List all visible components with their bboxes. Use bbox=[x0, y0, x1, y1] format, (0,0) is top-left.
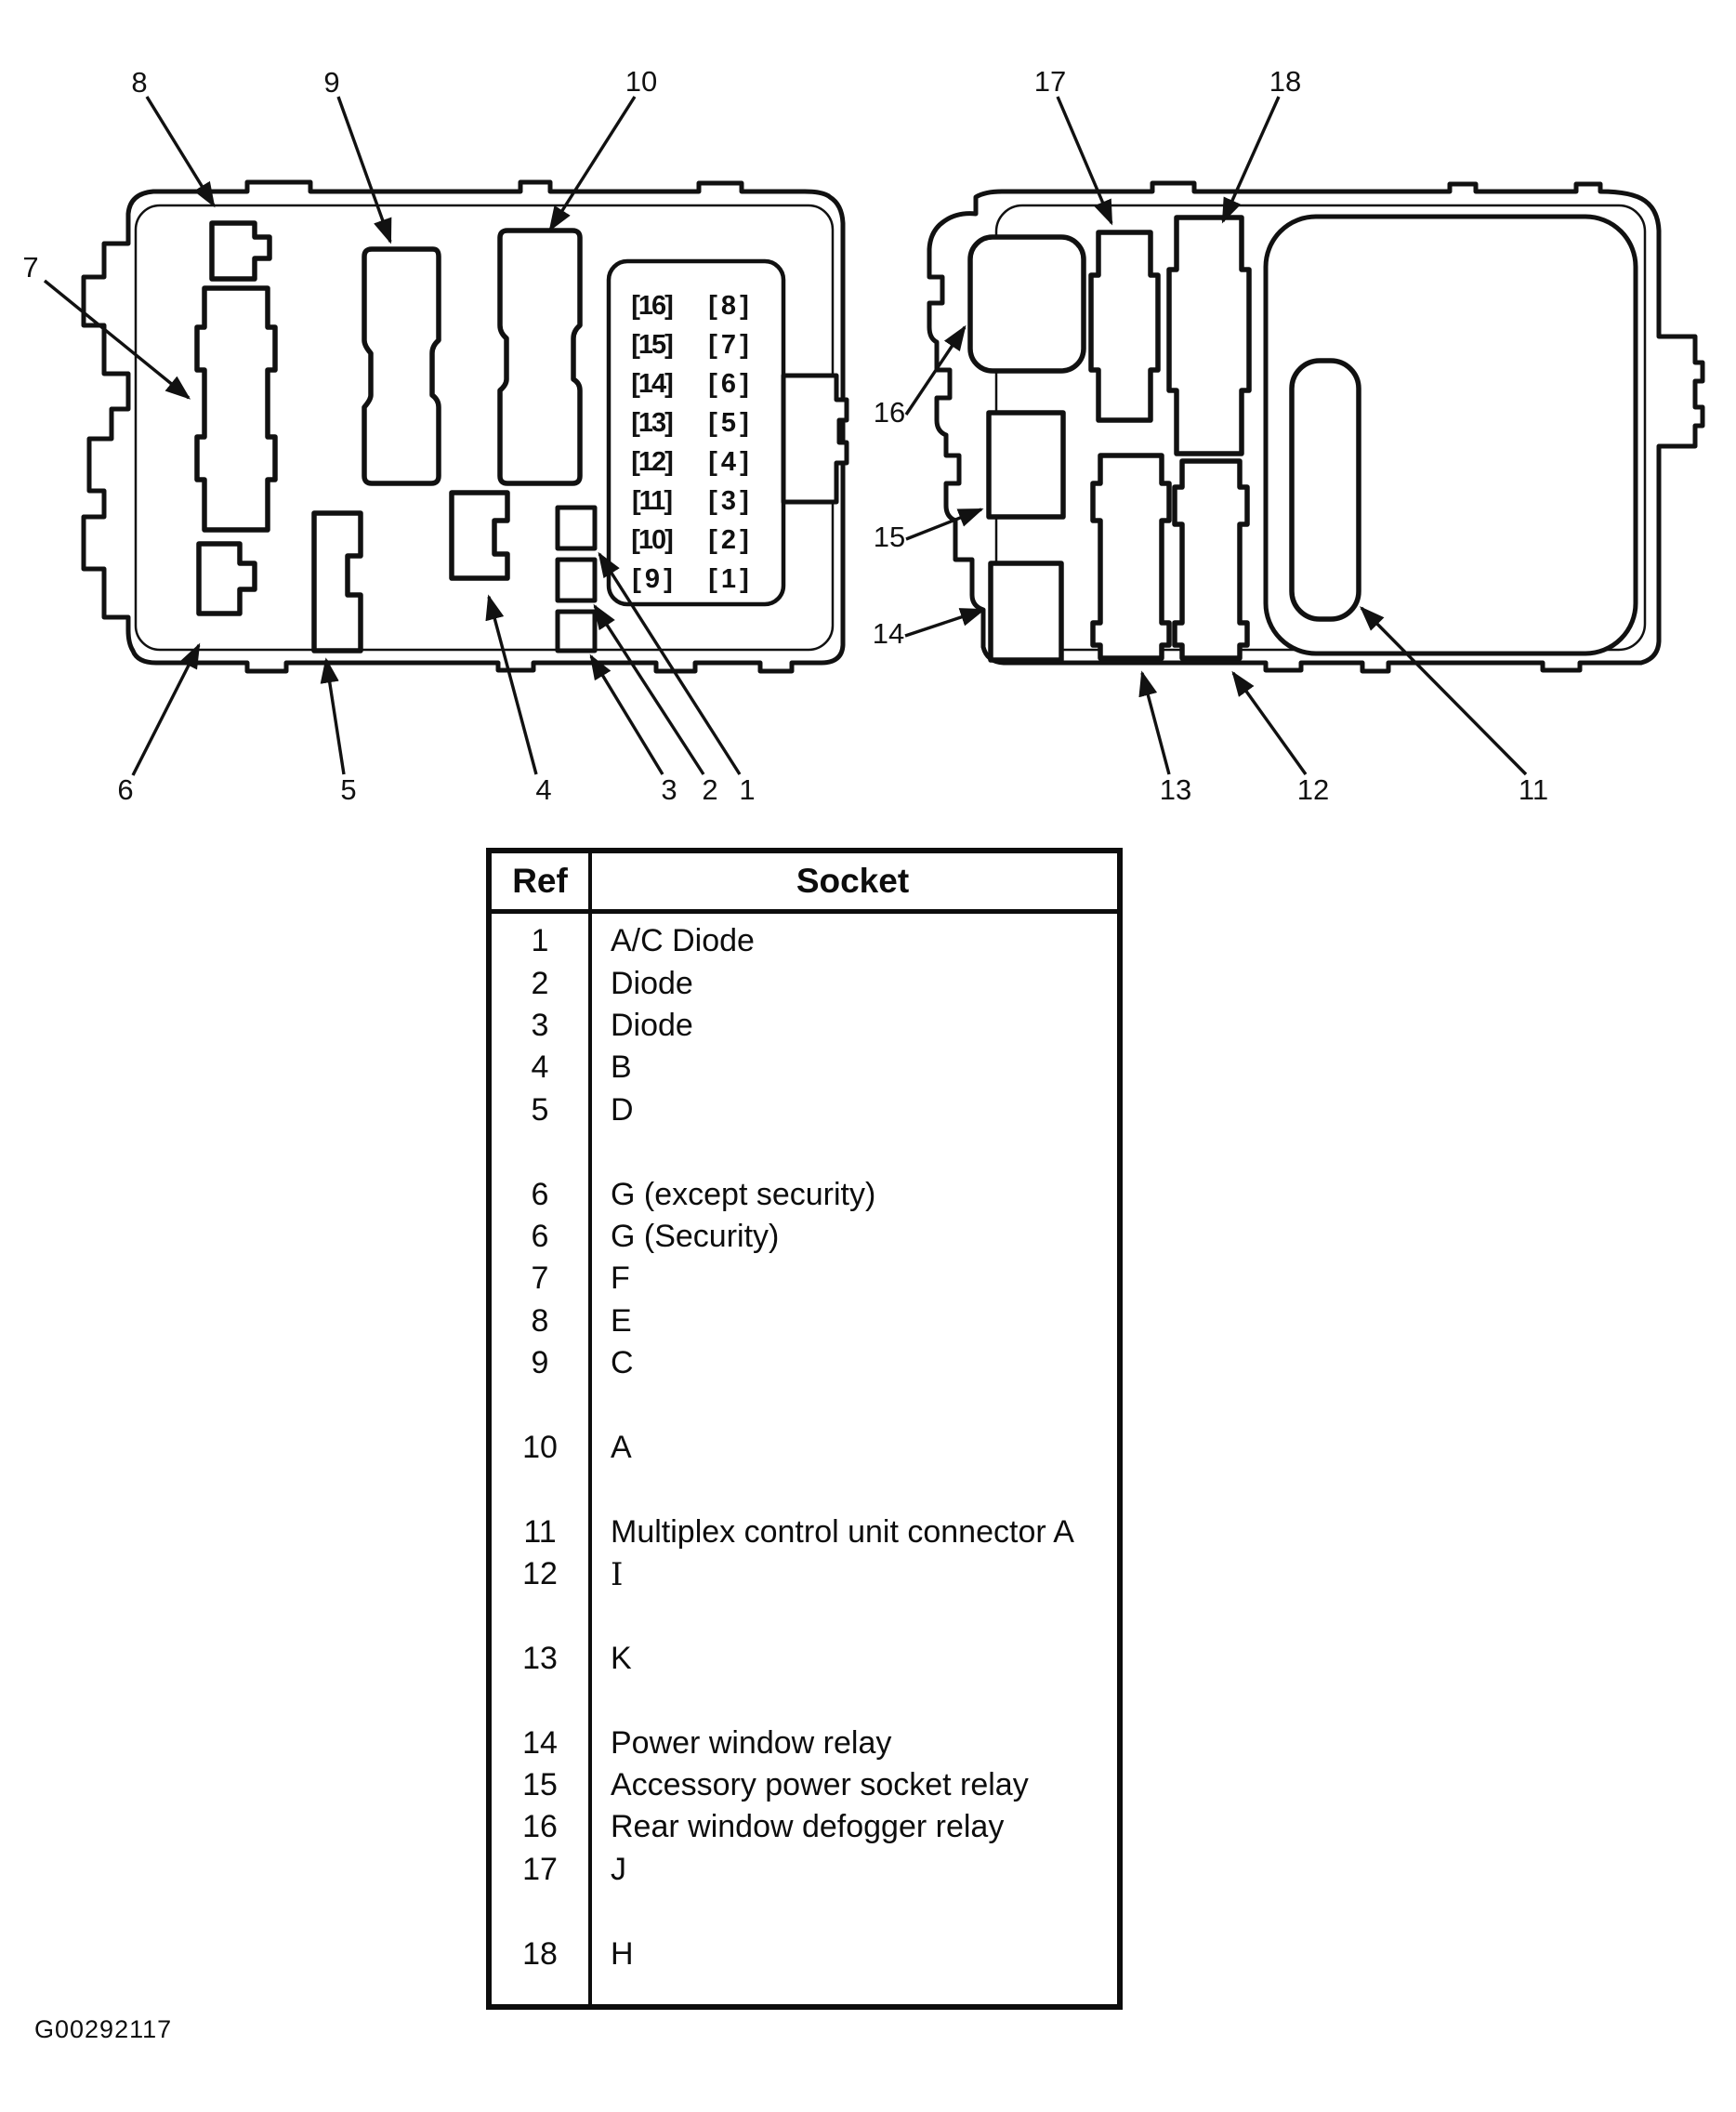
socket-cell bbox=[588, 1680, 1117, 1722]
callout-label: 13 bbox=[1159, 773, 1192, 806]
table-row bbox=[492, 1511, 1117, 1552]
ref-cell: 6 bbox=[531, 1176, 549, 1212]
callout-label: 6 bbox=[117, 773, 134, 806]
relay-14 bbox=[991, 563, 1061, 660]
callout-label: 10 bbox=[625, 65, 658, 98]
callout-arrow bbox=[1142, 673, 1169, 774]
socket-cell: Multiplex control unit connector A bbox=[611, 1513, 1074, 1550]
socket-cell: G (Security) bbox=[611, 1218, 780, 1254]
table-row bbox=[492, 1173, 1117, 1215]
table-spacer-row bbox=[492, 1131, 1117, 1173]
callout-label: 15 bbox=[873, 521, 906, 553]
socket-cell: F bbox=[611, 1261, 630, 1297]
callout-label: 14 bbox=[872, 617, 905, 650]
table-row bbox=[492, 1005, 1117, 1047]
table-row bbox=[492, 962, 1117, 1004]
ref-cell: 7 bbox=[531, 1261, 549, 1297]
table-row bbox=[492, 1342, 1117, 1384]
table-row bbox=[492, 1806, 1117, 1848]
fuse-slot-label: [ 6 ] bbox=[708, 369, 747, 399]
table-row bbox=[492, 1722, 1117, 1763]
table-row bbox=[492, 1638, 1117, 1680]
table-spacer-row bbox=[492, 1680, 1117, 1722]
table-row bbox=[492, 1427, 1117, 1469]
callout-label: 16 bbox=[873, 396, 906, 429]
socket-cell bbox=[588, 1384, 1117, 1426]
socket-cell: C bbox=[611, 1345, 634, 1381]
ref-cell: 12 bbox=[522, 1556, 558, 1592]
fuse-slot-label: [11] bbox=[632, 486, 671, 516]
side-connector bbox=[783, 376, 847, 502]
table-row bbox=[492, 1047, 1117, 1089]
ref-cell: 11 bbox=[523, 1513, 557, 1550]
fuse-box-diagrams bbox=[0, 0, 1736, 837]
ref-cell: 10 bbox=[522, 1429, 558, 1465]
fuse-slot-label: [ 9 ] bbox=[632, 564, 671, 594]
table-spacer-row bbox=[492, 1891, 1117, 1933]
callout-label: 7 bbox=[22, 251, 39, 284]
ref-cell: 13 bbox=[522, 1640, 558, 1676]
ref-cell bbox=[492, 1131, 588, 1173]
fuse-slot-label: [ 7 ] bbox=[708, 330, 747, 360]
ref-cell: 14 bbox=[522, 1724, 558, 1761]
relay-16 bbox=[970, 237, 1084, 371]
fuse-slot-label: [10] bbox=[631, 525, 672, 555]
diode-socket-2 bbox=[558, 560, 595, 601]
callout-arrow bbox=[326, 660, 344, 774]
ref-cell bbox=[492, 1384, 588, 1426]
callout-label: 8 bbox=[131, 66, 148, 99]
table-spacer-row bbox=[492, 1384, 1117, 1426]
socket-cell bbox=[588, 1595, 1117, 1637]
table-row bbox=[492, 1216, 1117, 1258]
right-fuse-box bbox=[929, 183, 1703, 671]
connector-13 bbox=[1093, 455, 1169, 658]
ref-cell bbox=[492, 1469, 588, 1511]
socket-cell bbox=[588, 1469, 1117, 1511]
fuse-slot-label: [ 2 ] bbox=[708, 525, 747, 555]
table-row bbox=[492, 1933, 1117, 1974]
ref-cell: 17 bbox=[522, 1851, 558, 1887]
socket-table bbox=[486, 848, 1123, 2010]
connector-7 bbox=[197, 288, 275, 530]
connector-10 bbox=[500, 231, 580, 483]
fuse-slot-label: [ 3 ] bbox=[708, 486, 747, 516]
socket-cell: I bbox=[611, 1555, 624, 1593]
fuse-slot-label: [ 1 ] bbox=[708, 564, 747, 594]
ref-cell bbox=[492, 1595, 588, 1637]
callout-label: 9 bbox=[323, 66, 340, 99]
table-row bbox=[492, 1764, 1117, 1806]
table-spacer-row bbox=[492, 1595, 1117, 1637]
socket-cell: J bbox=[611, 1851, 626, 1887]
table-spacer-row bbox=[492, 1469, 1117, 1511]
relay-15 bbox=[989, 413, 1063, 517]
socket-cell: D bbox=[611, 1091, 634, 1128]
fuse-slot-label: [16] bbox=[631, 291, 672, 321]
table-row bbox=[492, 1300, 1117, 1342]
callout-label: 2 bbox=[702, 773, 718, 806]
callout-label: 4 bbox=[535, 773, 552, 806]
fuse-slot-label: [13] bbox=[631, 408, 672, 438]
callout-label: 12 bbox=[1296, 773, 1330, 806]
socket-cell: G (except security) bbox=[611, 1176, 876, 1212]
callout-arrow bbox=[591, 656, 663, 774]
ref-cell: 9 bbox=[531, 1345, 549, 1381]
fuse-slot-label: [ 5 ] bbox=[708, 408, 747, 438]
table-body bbox=[492, 914, 1117, 1975]
callout-label: 11 bbox=[1518, 773, 1549, 806]
table-row bbox=[492, 1553, 1117, 1595]
diode-socket-1 bbox=[558, 508, 595, 548]
ref-cell: 15 bbox=[522, 1767, 558, 1802]
fuse-slot-label: [ 4 ] bbox=[708, 447, 747, 477]
table-row bbox=[492, 920, 1117, 962]
callout-label: 18 bbox=[1269, 65, 1302, 98]
socket-cell: Power window relay bbox=[611, 1724, 892, 1761]
socket-cell: Diode bbox=[611, 1007, 693, 1043]
fuse-slot-label: [15] bbox=[631, 330, 672, 360]
callout-label: 1 bbox=[739, 773, 756, 806]
callout-label: 5 bbox=[340, 773, 357, 806]
table-row bbox=[492, 1089, 1117, 1131]
socket-cell: H bbox=[611, 1935, 634, 1972]
socket-cell: A bbox=[611, 1429, 632, 1465]
socket-cell: E bbox=[611, 1302, 632, 1339]
ref-cell: 3 bbox=[531, 1007, 549, 1043]
socket-cell: Rear window defogger relay bbox=[611, 1809, 1005, 1845]
relay-17 bbox=[1091, 232, 1158, 420]
ref-cell: 2 bbox=[531, 965, 549, 1001]
fuse-slot-label: [14] bbox=[631, 369, 672, 399]
connector-12 bbox=[1175, 461, 1247, 658]
ref-cell: 4 bbox=[531, 1049, 549, 1086]
callout-arrow bbox=[905, 610, 983, 636]
ref-cell: 6 bbox=[531, 1218, 549, 1254]
socket-cell: B bbox=[611, 1049, 632, 1086]
connector-9 bbox=[364, 249, 439, 483]
socket-cell bbox=[588, 1131, 1117, 1173]
diode-socket-3 bbox=[558, 612, 595, 651]
callout-label: 17 bbox=[1033, 65, 1067, 98]
ref-cell: 1 bbox=[531, 923, 549, 959]
relay-18 bbox=[1169, 218, 1249, 454]
socket-cell: K bbox=[611, 1640, 632, 1676]
socket-column-header: Socket bbox=[796, 862, 910, 900]
socket-cell: Accessory power socket relay bbox=[611, 1767, 1029, 1802]
ref-cell bbox=[492, 1680, 588, 1722]
socket-cell bbox=[588, 1891, 1117, 1933]
ref-cell: 16 bbox=[522, 1809, 558, 1845]
ref-cell: 18 bbox=[522, 1935, 558, 1972]
table-row bbox=[492, 1849, 1117, 1891]
ref-column-header: Ref bbox=[512, 862, 568, 900]
ref-cell: 5 bbox=[531, 1091, 549, 1128]
table-row bbox=[492, 1258, 1117, 1300]
ref-cell bbox=[492, 1891, 588, 1933]
socket-cell: Diode bbox=[611, 965, 693, 1001]
callout-arrow bbox=[1233, 673, 1306, 774]
callout-arrow bbox=[147, 97, 214, 205]
fuse-slot-label: [ 8 ] bbox=[708, 291, 747, 321]
figure-code: G00292117 bbox=[34, 2015, 173, 2043]
ref-cell: 8 bbox=[531, 1302, 549, 1339]
callout-label: 3 bbox=[661, 773, 677, 806]
connector-11 bbox=[1292, 361, 1359, 619]
socket-cell: A/C Diode bbox=[611, 923, 755, 959]
table-header-row bbox=[492, 853, 1117, 914]
fuse-slot-label: [12] bbox=[631, 447, 672, 477]
